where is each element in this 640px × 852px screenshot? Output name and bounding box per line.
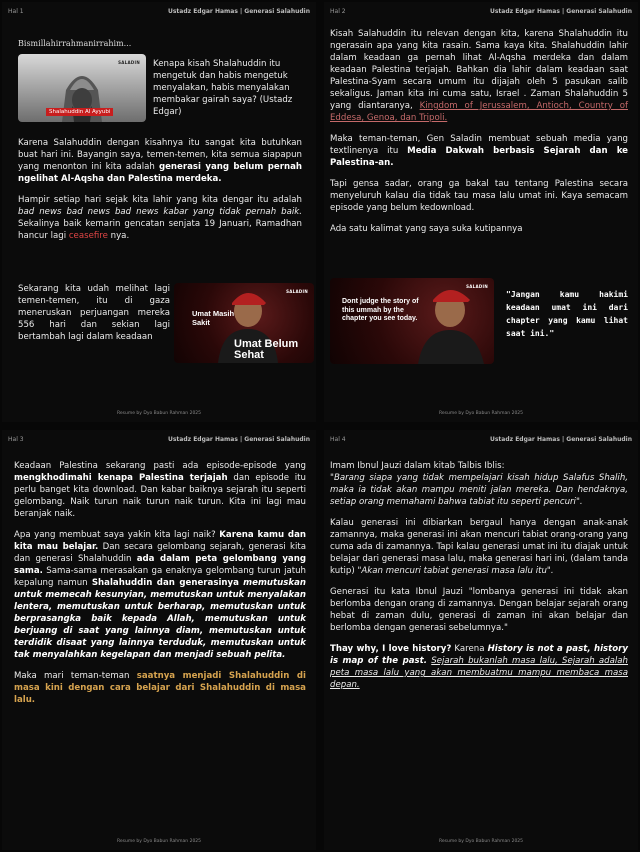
- slide-1-body: [18, 137, 302, 251]
- text-run: Hampir setiap hari sejak kita lahir yang kita dengar itu adalah: [18, 195, 302, 205]
- intro-quote: Kenapa kisah Shalahuddin itu mengetuk dan habis mengetuk menyalakan, habis menyalakan membakar gairah saya? (Ustadz Edgar): [153, 59, 293, 117]
- text-run: Kisah Salahuddin itu relevan dengan kita, karena Shalahuddin itu ngerasain apa yang kita rasain. Sama kaya kita. Shalahuddin lahir dalam keadaan ga pernah lihat Al-Aqsha merdeka dan dalam keadaan Palestina terjajah. Bahkan dia lahir dalam keadaan saat Palestina-Syam secara umum itu dijajah oleh 5 pasukan salib sekaligus. Jaman kita ini cuma satu, Israel . Zaman Shalahuddin 5 yang diantaranya,: [330, 29, 628, 111]
- text-run: Kalau generasi ini dibiarkan bergaul hanya dengan anak-anak zamannya, maka generasi ini akan mencuri tabiat orang-orang yang cuma ada di zamannya. Tapi kalau generasi umat ini itu diajak untuk belajar dari generasi masa lalu, maka generasi hari ini, (dalam tanda kutip): [330, 518, 628, 576]
- slide-header: [330, 436, 632, 448]
- paragraph: [14, 460, 306, 520]
- paragraph: Generasi itu kata Ibnul Jauzi "lombanya generasi ini tidak akan berlomba dengan orang di zamannya. Dengan belajar sejarah orang hebat di zaman dulu, generasi di zaman ini akan belajar dan berlomba dengan generasi sebelumnya.": [330, 587, 628, 633]
- saladin-portrait-image: [18, 54, 146, 122]
- slide-title: Ustadz Edgar Hamas | Generasi Salahudin: [167, 436, 310, 443]
- slide-title: Ustadz Edgar Hamas | Generasi Salahudin: [489, 8, 632, 15]
- slide-footer: Resume by Dyo Babun Rahman 2025: [116, 839, 202, 844]
- page-number: Hal 2: [330, 8, 346, 15]
- bold-italic-text: History is not a past, history is map of the past.: [330, 644, 628, 666]
- slide-title: Ustadz Edgar Hamas | Generasi Salahudin: [167, 8, 310, 15]
- bold-text: ada dalam peta gelombang yang sama.: [14, 554, 306, 576]
- text-run: Imam Ibnul Jauzi dalam kitab Talbis Iblis:: [330, 461, 505, 471]
- text-run: Apa yang membuat saya yakin kita lagi naik?: [14, 530, 220, 540]
- portrait-name-tag: Shalahuddin Al Ayyubi: [46, 108, 113, 116]
- video-logo: SALADIN: [466, 284, 488, 289]
- bismillah: Bismillahirrahmanirrahim...: [18, 39, 132, 48]
- pull-quote: "Jangan kamu hakimi keadaan umat ini dari chapter yang kamu lihat saat ini.": [506, 290, 628, 338]
- text-run: nya.: [107, 231, 130, 241]
- bold-italic-text: memutuskan untuk memecah kesunyian, memutuskan untuk menyalakan lentera, memutuskan untuk berharap, memutuskan untuk berprasangka baik kepada Allah, memutuskan untuk berjuang di saat yang lainnya diam, memutuskan untuk terdidik disaat yang lainnya terduduk, memutuskan untuk tak menyalahkan kegelapan dan menjadi sebuah pelita.: [14, 578, 306, 660]
- paragraph: [18, 137, 302, 185]
- slide-1-closing: Sekarang kita udah melihat lagi temen-temen, itu di gaza meneruskan perjuangan mereka 556 hari dan sekian lagi bertambah lagi dalam keadaan: [18, 284, 170, 342]
- italic-quote: "Barang siapa yang tidak mempelajari kisah hidup Salafus Shalih, maka ia tidak akan mampu meniti jalan mereka. Dan hendaknya, setiap orang memahami bahwa tabiat itu seperti pencuri".: [330, 473, 628, 507]
- page-number: Hal 1: [8, 8, 24, 15]
- paragraph: Tapi gensa sadar, orang ga bakal tau tentang Palestina secara menyeluruh kalau dia tidak tau masa lalu umat ini. Kaya semacam episode yang belum kedownload.: [330, 179, 628, 213]
- bold-text: generasi yang belum pernah ngelihat Al-Aqsha dan Palestina merdeka.: [18, 162, 302, 184]
- crusader-states-link[interactable]: Kingdom of Jerussalem, Antioch, Country of Eddesa, Genoa, dan Tripoli.: [330, 101, 628, 123]
- page-number: Hal 3: [8, 436, 24, 443]
- speaker-video-thumbnail[interactable]: [174, 283, 314, 363]
- slide-footer: Resume by Dyo Babun Rahman 2025: [438, 411, 524, 416]
- text-run: Sama-sama merasakan ga enaknya gelombang turun jatuh kepalung namun: [14, 566, 306, 588]
- underlined-italic-text: Sejarah bukanlah masa lalu, Sejarah adalah peta masa lalu yang akan membuatmu mampu membaca masa depan.: [330, 656, 628, 690]
- slide-footer: Resume by Dyo Babun Rahman 2025: [116, 411, 202, 416]
- text-run: dan episode itu perlu banget kita download. Dan kabar baiknya sejarah itu seperti gelombang. Naik turun naik turun naik turun. Kita ini lagi mau beranjak naik.: [14, 473, 306, 519]
- text-run: Karena Salahuddin dengan kisahnya itu sangat kita butuhkan buat hari ini. Bayangin saya, temen-temen, kita semua siapapun yang menonton ini kita adalah: [18, 138, 302, 172]
- slide-title: Ustadz Edgar Hamas | Generasi Salahudin: [489, 436, 632, 443]
- paragraph: [330, 517, 628, 577]
- highlight-text: ceasefire: [68, 231, 108, 241]
- paragraph: [330, 643, 628, 691]
- bold-text: Thay why, I love history?: [330, 644, 452, 654]
- slide-header: [8, 436, 310, 448]
- text-run: Sekalinya baik kemarin gencatan senjata 19 Januari, Ramadhan hancur lagi: [18, 219, 302, 241]
- paragraph: [330, 28, 628, 124]
- paragraph: [14, 529, 306, 661]
- text-run: Keadaan Palestina sekarang pasti ada episode-episode yang: [14, 461, 306, 471]
- portrait-logo: SALADIN: [118, 60, 140, 65]
- slide-3: [2, 430, 316, 850]
- slide-header: [8, 8, 310, 20]
- video-logo: SALADIN: [286, 289, 308, 294]
- paragraph: Ada satu kalimat yang saya suka kutipannya: [330, 224, 523, 234]
- paragraph: [330, 460, 628, 508]
- video-caption: Dont judge the story of this ummah by the chapter you see today.: [342, 298, 419, 322]
- slide-3-body: [14, 460, 306, 715]
- speaker-video-thumbnail[interactable]: [330, 278, 494, 364]
- highlight-text: saatnya menjadi Shalahuddin di masa kini dengan cara belajar dari Shalahuddin di masa lalu.: [14, 671, 306, 705]
- text-run: Maka teman-teman, Gen Saladin membuat sebuah media yang textlinenya itu: [330, 134, 628, 156]
- slide-footer: Resume by Dyo Babun Rahman 2025: [438, 839, 524, 844]
- bold-text: Media Dakwah berbasis Sejarah dan ke Palestina-an.: [330, 146, 629, 168]
- paragraph: [14, 670, 306, 706]
- slide-4: [324, 430, 638, 850]
- bold-text: mengkhodimahi kenapa Palestina terjajah: [14, 473, 228, 483]
- slide-2: [324, 2, 638, 422]
- bold-text: Karena kamu dan kita mau belajar.: [14, 530, 306, 552]
- paragraph: [330, 133, 628, 169]
- bold-text: Shalahuddin dan generasinya: [91, 578, 239, 588]
- page-number: Hal 4: [330, 436, 346, 443]
- video-caption-bottom: Umat Belum Sehat: [234, 338, 299, 361]
- slide-2-body: [330, 28, 628, 244]
- text-run: Maka mari teman-teman: [14, 671, 137, 681]
- video-caption-top: Umat Masih Sakit: [192, 309, 235, 327]
- text-run: Karena: [451, 644, 488, 654]
- slide-1: [2, 2, 316, 422]
- slide-4-body: [330, 460, 628, 700]
- italic-text: "Akan mencuri tabiat generasi masa lalu itu".: [357, 566, 554, 576]
- text-run: Dan secara gelombang sejarah, generasi kita dan generasi Shalahuddin: [14, 542, 306, 564]
- paragraph: [18, 194, 302, 242]
- italic-text: bad news bad news bad news kabar yang tidak pernah baik.: [18, 207, 302, 217]
- slide-header: [330, 8, 632, 20]
